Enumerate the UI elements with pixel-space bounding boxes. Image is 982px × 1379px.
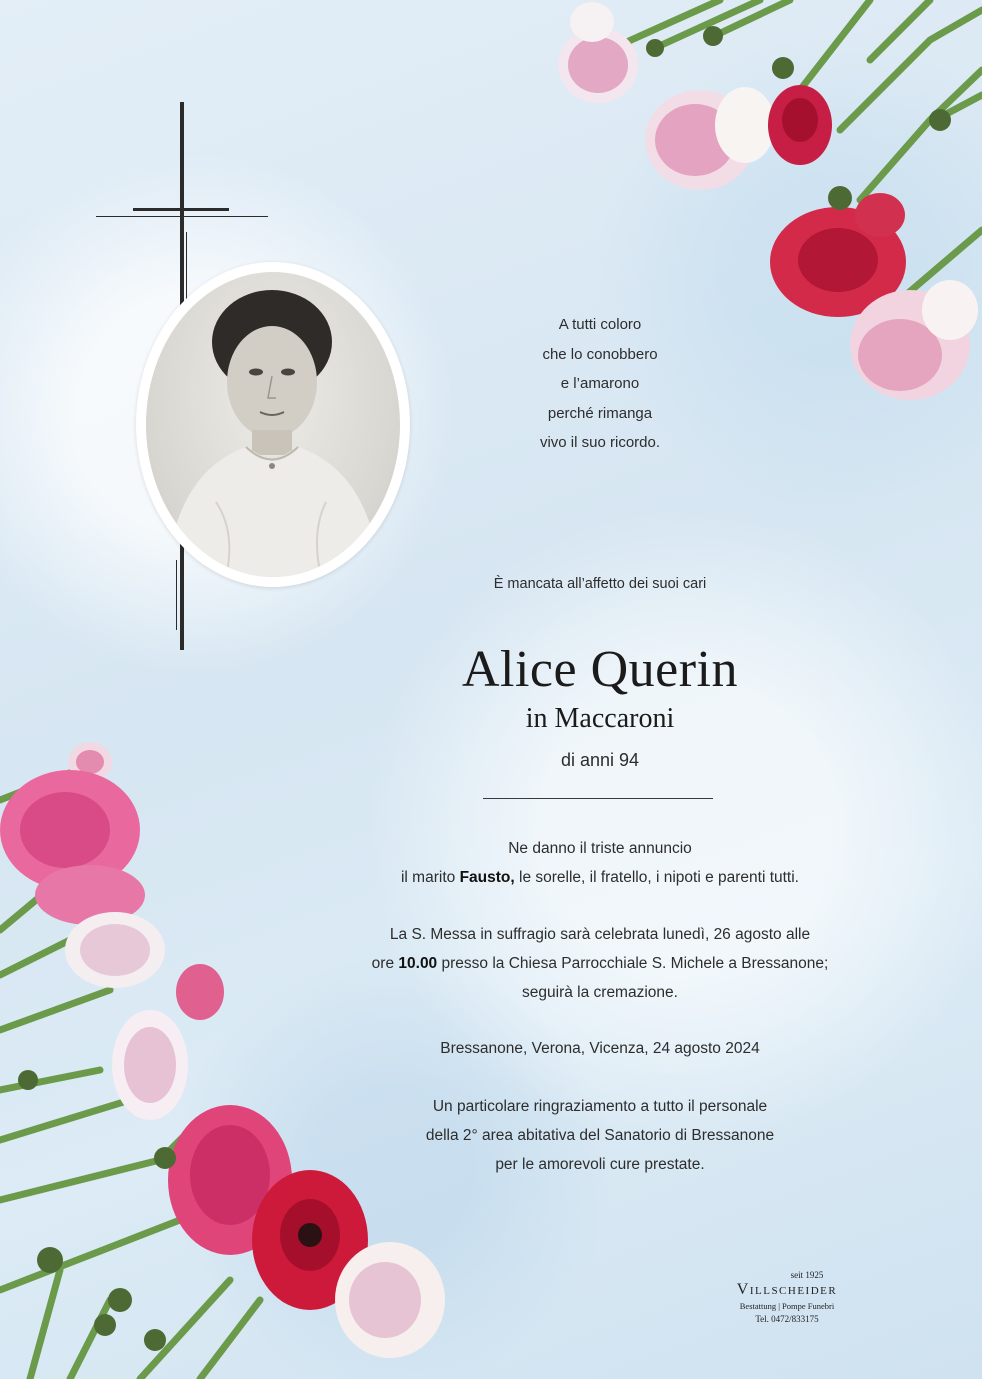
thanks-line: Un particolare ringraziamento a tutto il personale [432, 1098, 768, 1115]
mass-line [330, 949, 870, 978]
mass-text-part: presso la Chiesa Parrocchiale S. Michele a Bressanone; [437, 955, 829, 972]
poem-line: perché rimanga [547, 404, 653, 422]
mass-details [330, 920, 870, 1007]
mass-time: 10.00 [398, 955, 438, 972]
mass-line: seguirà la cremazione. [522, 984, 678, 1001]
thanks-line: della 2° area abitativa del Sanatorio di Bressanone [425, 1127, 775, 1144]
age-line: di anni 94 [560, 750, 640, 770]
poem-line: che lo conobbero [542, 345, 658, 363]
thanks-text [330, 1092, 870, 1179]
funeral-home-logo [712, 1270, 862, 1324]
poem-line: vivo il suo ricordo. [539, 434, 661, 451]
logo-phone: Tel. 0472/833175 [755, 1314, 819, 1324]
announcement-text-part: il marito [400, 869, 460, 886]
memorial-poem [480, 310, 720, 458]
logo-name: Villscheider [736, 1281, 838, 1298]
husband-name: Fausto, [459, 869, 515, 886]
mass-line: La S. Messa in suffragio sarà celebrata lunedì, 26 agosto alle [389, 926, 811, 943]
announcement-text [330, 834, 870, 892]
poem-line: e l’amarono [560, 375, 640, 392]
intro-line: È mancata all’affetto dei suoi cari [493, 576, 707, 592]
logo-services: Bestattung | Pompe Funebri [739, 1301, 835, 1311]
logo-since: seit 1925 [790, 1270, 824, 1280]
portrait-photo [146, 272, 400, 577]
deceased-name: Alice Querin [461, 641, 738, 698]
announcement-line: Ne danno il triste annuncio [508, 840, 692, 857]
married-name: in Maccaroni [525, 703, 675, 734]
announcement-line [330, 863, 870, 892]
thanks-line: per le amorevoli cure prestate. [495, 1156, 705, 1173]
poem-line: A tutti coloro [558, 316, 642, 333]
mass-text-part: ore [371, 955, 399, 972]
divider [483, 798, 713, 799]
announcement-text-part: le sorelle, il fratello, i nipoti e parenti tutti. [514, 869, 799, 886]
place-date: Bressanone, Verona, Vicenza, 24 agosto 2024 [440, 1040, 760, 1057]
